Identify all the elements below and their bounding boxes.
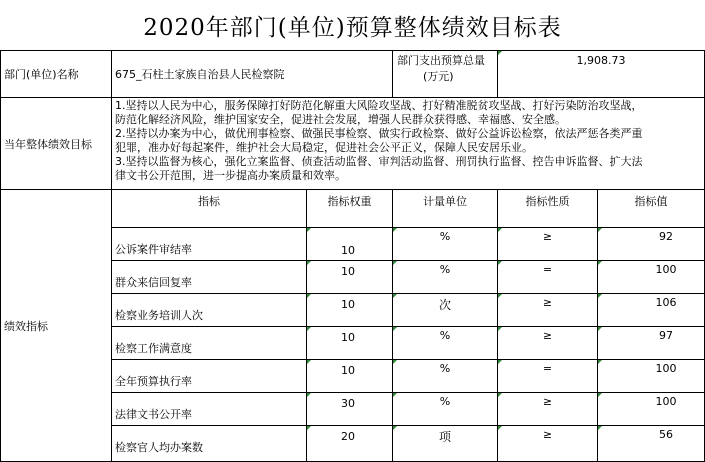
indicator-value-text: 100 — [655, 395, 677, 408]
cell-marker-icon — [393, 294, 397, 298]
indicator-nature[interactable] — [498, 360, 598, 393]
cell-marker-icon — [307, 393, 311, 397]
cell-marker-icon — [307, 327, 311, 331]
indicator-unit-text: % — [439, 395, 451, 408]
indicator-value-text: 56 — [659, 428, 673, 441]
dept-value-text: 675_石柱土家族自治县人民检察院 — [115, 68, 285, 81]
indicator-weight-text: 10 — [341, 298, 355, 311]
indicator-weight-text: 20 — [341, 430, 355, 443]
cell-marker-icon — [393, 261, 397, 265]
indicator-unit-text: 项 — [438, 430, 451, 444]
header-unit: 计量单位 — [393, 190, 498, 228]
dept-row — [1, 51, 705, 98]
indicator-nature[interactable] — [498, 294, 598, 327]
header-value: 指标值 — [598, 190, 705, 228]
indicator-value[interactable] — [598, 261, 705, 294]
indicator-nature[interactable] — [498, 261, 598, 294]
indicator-value[interactable] — [598, 360, 705, 393]
indicator-weight-text: 30 — [341, 397, 355, 410]
indicator-unit-text: % — [439, 329, 451, 342]
cell-marker-icon — [498, 294, 502, 298]
goal-line: 1.坚持以人民为中心，服务保障打好防范化解重大风险攻坚战、打好精准脱贫攻坚战、打好污染防治攻坚战， — [115, 99, 643, 112]
cell-marker-icon — [598, 360, 602, 364]
indicator-unit-text: % — [439, 230, 451, 243]
budget-value: 1,908.73 — [576, 54, 626, 67]
cell-marker-icon — [393, 228, 397, 232]
indicator-weight[interactable] — [307, 294, 393, 327]
indicator-unit[interactable] — [393, 360, 498, 393]
indicator-weight[interactable] — [307, 327, 393, 360]
indicator-value-text: 92 — [659, 230, 673, 243]
budget-label-line2: (万元) — [423, 70, 454, 83]
cell-marker-icon — [598, 228, 602, 232]
indicator-weight-text: 10 — [341, 265, 355, 278]
indicator-unit-text: % — [439, 263, 451, 276]
dept-value[interactable] — [112, 51, 393, 98]
indicator-unit[interactable] — [393, 426, 498, 462]
cell-marker-icon — [498, 51, 502, 55]
indicator-unit-text: 次 — [438, 298, 451, 312]
indicator-value[interactable] — [598, 228, 705, 261]
cell-marker-icon — [393, 327, 397, 331]
indicator-unit[interactable] — [393, 393, 498, 426]
cell-marker-icon — [393, 360, 397, 364]
indicator-nature[interactable] — [498, 228, 598, 261]
indicator-weight-text: 10 — [341, 244, 355, 257]
goal-row — [1, 98, 705, 190]
indicator-unit[interactable] — [393, 294, 498, 327]
indicator-nature-text: ≥ — [542, 428, 553, 441]
cell-marker-icon — [498, 261, 502, 265]
indicator-weight[interactable] — [307, 393, 393, 426]
indicator-name[interactable]: 检察业务培训人次 — [112, 294, 307, 327]
budget-label — [393, 51, 498, 98]
cell-marker-icon — [393, 393, 397, 397]
indicator-unit[interactable] — [393, 261, 498, 294]
cell-marker-icon — [498, 228, 502, 232]
indicator-name[interactable]: 公诉案件审结率 — [112, 228, 307, 261]
indicator-name[interactable]: 检察官人均办案数 — [112, 426, 307, 462]
header-nature: 指标性质 — [498, 190, 598, 228]
indicator-nature-text: = — [542, 263, 553, 276]
cell-marker-icon — [393, 426, 397, 430]
indicator-unit[interactable] — [393, 327, 498, 360]
goal-text[interactable] — [112, 98, 705, 190]
cell-marker-icon — [498, 426, 502, 430]
cell-marker-icon — [307, 360, 311, 364]
indicator-weight[interactable] — [307, 426, 393, 462]
indicator-value-text: 100 — [655, 263, 677, 276]
indicator-weight[interactable] — [307, 261, 393, 294]
perf-header-row — [1, 190, 705, 228]
goal-line: 防范化解经济风险，维护国家安全，促进社会发展，增强人民群众获得感、幸福感、安全感。 — [115, 113, 566, 126]
indicator-nature[interactable] — [498, 393, 598, 426]
goal-line: 律文书公开范围，进一步提高办案质量和效率。 — [115, 169, 346, 182]
sheet-title: 2020年部门(单位)预算整体绩效目标表 — [143, 14, 562, 41]
cell-marker-icon — [598, 393, 602, 397]
cell-marker-icon — [498, 360, 502, 364]
indicator-value[interactable] — [598, 327, 705, 360]
indicator-nature-text: ≥ — [542, 329, 553, 342]
perf-label: 绩效指标 — [1, 190, 112, 462]
indicator-name[interactable]: 全年预算执行率 — [112, 360, 307, 393]
indicator-value-text: 100 — [655, 362, 677, 375]
cell-marker-icon — [307, 426, 311, 430]
performance-table — [0, 50, 705, 462]
indicator-nature[interactable] — [498, 426, 598, 462]
cell-marker-icon — [598, 261, 602, 265]
indicator-nature-text: ≥ — [542, 395, 553, 408]
cell-marker-icon — [598, 327, 602, 331]
indicator-weight-text: 10 — [341, 331, 355, 344]
budget-label-line1: 部门支出预算总量 — [397, 54, 485, 67]
cell-marker-icon — [598, 294, 602, 298]
cell-marker-icon — [307, 294, 311, 298]
cell-marker-icon — [307, 261, 311, 265]
header-weight: 指标权重 — [307, 190, 393, 228]
budget-value-cell[interactable] — [498, 51, 705, 98]
indicator-nature[interactable] — [498, 327, 598, 360]
indicator-nature-text: ≥ — [542, 230, 553, 243]
indicator-unit-text: % — [439, 362, 451, 375]
cell-marker-icon — [307, 228, 311, 232]
dept-label: 部门(单位)名称 — [1, 51, 112, 98]
indicator-value[interactable] — [598, 426, 705, 462]
indicator-weight[interactable] — [307, 228, 393, 261]
indicator-value-text: 106 — [655, 296, 677, 309]
goal-line: 2.坚持以办案为中心，做优刑事检察、做强民事检察、做实行政检察、做好公益诉讼检察，依法严惩各类严重 — [115, 127, 643, 140]
indicator-name[interactable]: 群众来信回复率 — [112, 261, 307, 294]
indicator-nature-text: ≥ — [542, 296, 553, 309]
header-indicator: 指标 — [112, 190, 307, 228]
goal-line: 犯罪，准办好每起案件，维护社会大局稳定，促进社会公平正义，保障人民安居乐业。 — [115, 141, 533, 154]
goal-label: 当年整体绩效目标 — [1, 98, 112, 190]
indicator-value-text: 97 — [659, 329, 673, 342]
cell-marker-icon — [498, 393, 502, 397]
indicator-value[interactable] — [598, 294, 705, 327]
indicator-name[interactable]: 检察工作满意度 — [112, 327, 307, 360]
indicator-weight-text: 10 — [341, 364, 355, 377]
goal-line: 3.坚持以监督为核心，强化立案监督、侦查活动监督、审判活动监督、刑罚执行监督、控告申诉监督、扩大法 — [115, 155, 643, 168]
indicator-weight[interactable] — [307, 360, 393, 393]
indicator-name[interactable]: 法律文书公开率 — [112, 393, 307, 426]
cell-marker-icon — [598, 426, 602, 430]
cell-marker-icon — [498, 327, 502, 331]
indicator-unit[interactable] — [393, 228, 498, 261]
indicator-nature-text: = — [542, 362, 553, 375]
indicator-value[interactable] — [598, 393, 705, 426]
